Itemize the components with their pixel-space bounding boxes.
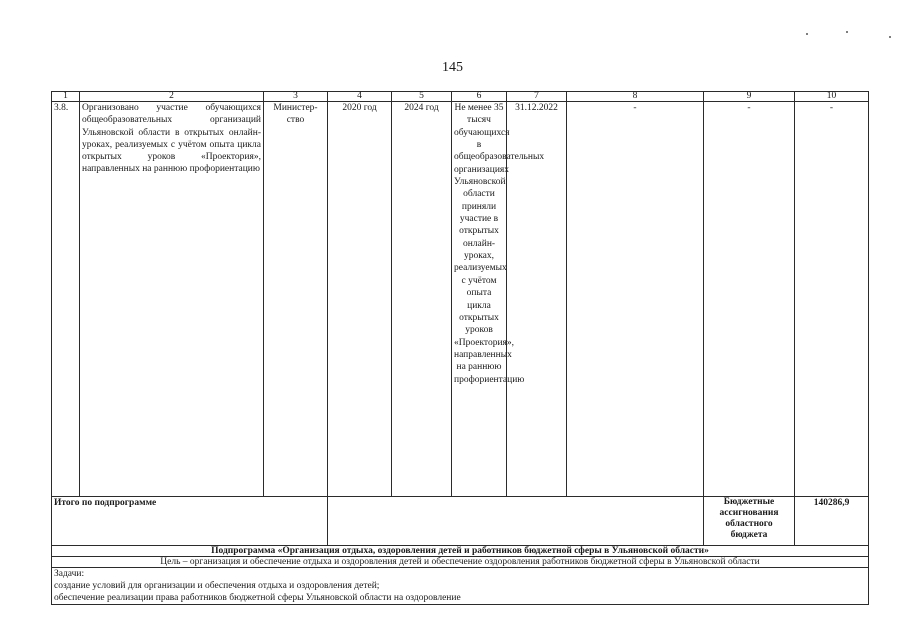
item-number: 3.8. <box>52 102 80 497</box>
column-number: 5 <box>392 92 452 102</box>
item-col10: - <box>795 102 869 497</box>
item-end-year: 2024 год <box>392 102 452 497</box>
total-empty-cell <box>328 497 704 546</box>
column-number: 4 <box>328 92 392 102</box>
budget-label: Бюджетные ассигнования областного бюджета <box>704 497 795 546</box>
column-number: 8 <box>567 92 704 102</box>
item-col9: - <box>704 102 795 497</box>
column-number: 7 <box>507 92 567 102</box>
item-responsible: Министер-ство <box>264 102 328 497</box>
scan-speck <box>806 33 808 35</box>
column-number: 6 <box>452 92 507 102</box>
total-row <box>52 497 869 546</box>
total-label: Итого по подпрограмме <box>52 497 328 546</box>
scan-speck <box>889 36 891 38</box>
subprogram-title-row <box>52 546 869 557</box>
scan-speck <box>846 31 848 33</box>
subprogram-tasks-row <box>52 568 869 605</box>
subprogram-goal-row <box>52 557 869 568</box>
column-number: 9 <box>704 92 795 102</box>
table-row <box>52 102 869 497</box>
page-number: 145 <box>442 60 463 75</box>
program-table <box>51 91 869 605</box>
budget-value: 140286,9 <box>795 497 869 546</box>
item-col8: - <box>567 102 704 497</box>
column-number: 1 <box>52 92 80 102</box>
column-number: 3 <box>264 92 328 102</box>
subprogram-title: Подпрограмма «Организация отдыха, оздоровления детей и работников бюджетной сферы в Ульяновской области» <box>52 546 869 557</box>
task-item: создание условий для организации и обеспечения отдыха и оздоровления детей; <box>54 581 380 591</box>
column-number: 10 <box>795 92 869 102</box>
column-number: 2 <box>80 92 264 102</box>
subprogram-goal: Цель – организация и обеспечение отдыха и оздоровления детей и обеспечение оздоровления работников бюджетной сферы в Ульяновской области <box>52 557 869 568</box>
item-date: 31.12.2022 <box>507 102 567 497</box>
tasks-header: Задачи: <box>54 569 85 579</box>
item-result: Не менее 35 тысяч обучающихся в общеобразовательных организациях Ульяновской области приняли участие в открытых онлайн-уроках, реализуемых с учётом опыта цикла открытых уроков «Проектория», направленных на раннюю профориентацию <box>452 102 507 497</box>
item-start-year: 2020 год <box>328 102 392 497</box>
item-description: Организовано участие обучающихся общеобразовательных организаций Ульяновской области в открытых онлайн-уроках, реализуемых с учётом опыта цикла открытых уроков «Проектория», направленных на раннюю профориентацию <box>80 102 264 497</box>
column-number-row <box>52 92 869 102</box>
subprogram-tasks <box>52 568 869 605</box>
task-item: обеспечение реализации права работников бюджетной сферы Ульяновской области на оздоровление <box>54 593 461 603</box>
